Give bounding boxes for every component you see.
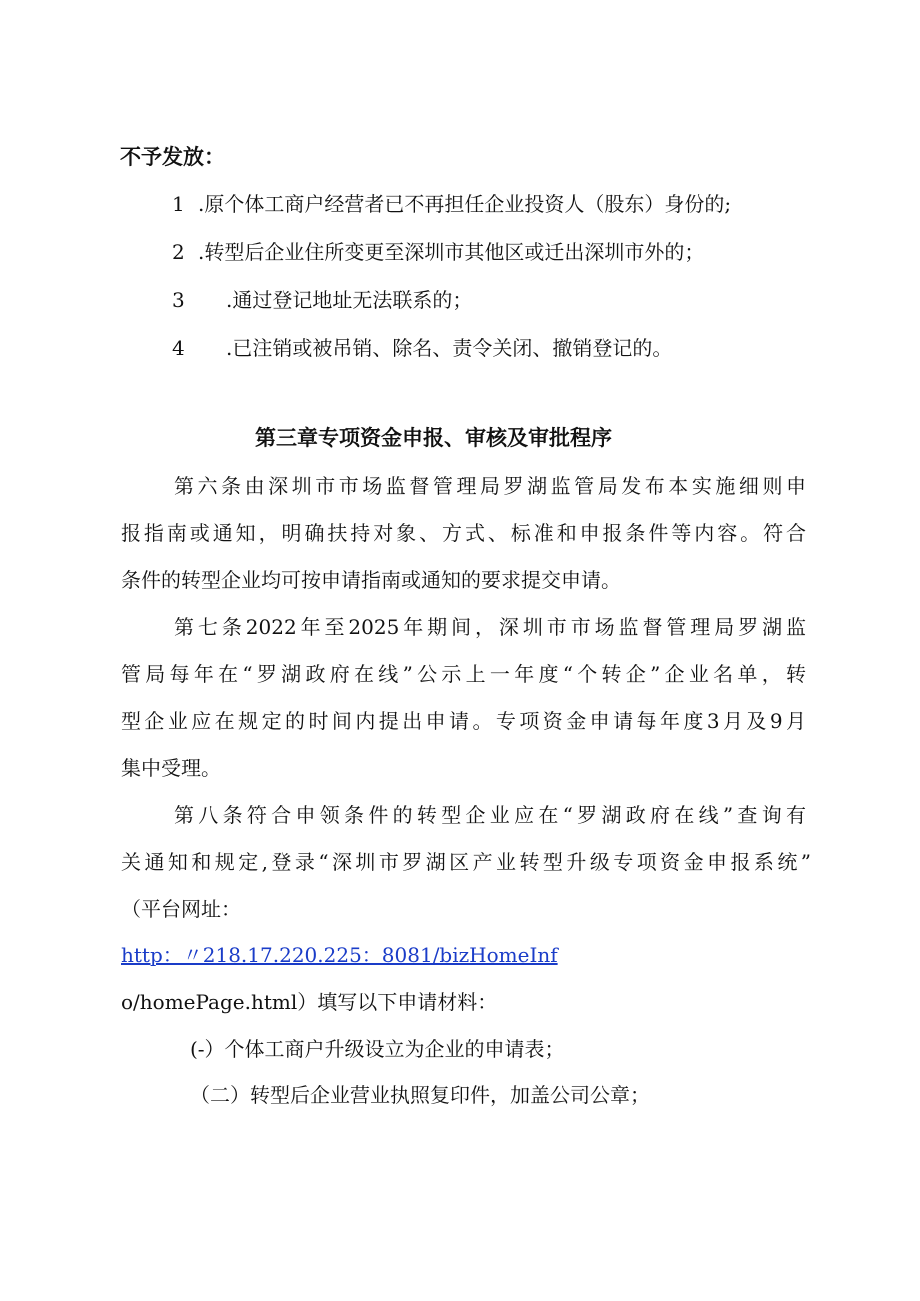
list-item-number: 4	[172, 336, 185, 360]
material-item: （二）转型后企业营业执照复印件，加盖公司公章；	[190, 1083, 650, 1107]
section-heading-no-payment: 不予发放：	[120, 145, 225, 169]
article-8-line: o/homePage.html）填写以下申请材料：	[121, 990, 498, 1014]
article-6-line: 条件的转型企业均可按申请指南或通知的要求提交申请。	[121, 568, 621, 592]
list-item-number: 3	[172, 288, 185, 312]
list-item-number: 2	[172, 240, 185, 264]
list-item-text: .已注销或被吊销、除名、责令关闭、撤销登记的。	[226, 336, 673, 360]
article-7-line: 管局每年在“罗湖政府在线”公示上一年度“个转企”企业名单，转	[121, 662, 806, 686]
article-7-line: 集中受理。	[121, 756, 221, 780]
list-item-text: .原个体工商户经营者已不再担任企业投资人（股东）身份的;	[198, 192, 732, 216]
platform-url-link[interactable]: http：〃218.17.220.225：8081/bizHomeInf	[121, 943, 558, 967]
article-7-line: 型企业应在规定的时间内提出申请。专项资金申请每年度3月及9月	[121, 709, 806, 733]
article-8-line: 第八条符合申领条件的转型企业应在“罗湖政府在线”查询有	[174, 803, 806, 827]
chapter-title: 第三章专项资金申报、审核及审批程序	[255, 426, 612, 450]
list-item-text: .通过登记地址无法联系的；	[226, 288, 473, 312]
article-7-line: 第七条2022年至2025年期间，深圳市市场监督管理局罗湖监	[174, 615, 806, 639]
article-6-line: 报指南或通知，明确扶持对象、方式、标准和申报条件等内容。符合	[121, 521, 806, 545]
list-item-text: .转型后企业住所变更至深圳市其他区或迁出深圳市外的；	[198, 240, 705, 264]
material-item: (-）个体工商户升级设立为企业的申请表；	[190, 1037, 565, 1061]
article-6-line: 第六条由深圳市市场监督管理局罗湖监管局发布本实施细则申	[174, 474, 806, 498]
list-item-number: 1	[172, 192, 185, 216]
article-8-line: 关通知和规定,登录“深圳市罗湖区产业转型升级专项资金申报系统”	[121, 850, 811, 874]
article-8-line: （平台网址：	[121, 897, 241, 921]
